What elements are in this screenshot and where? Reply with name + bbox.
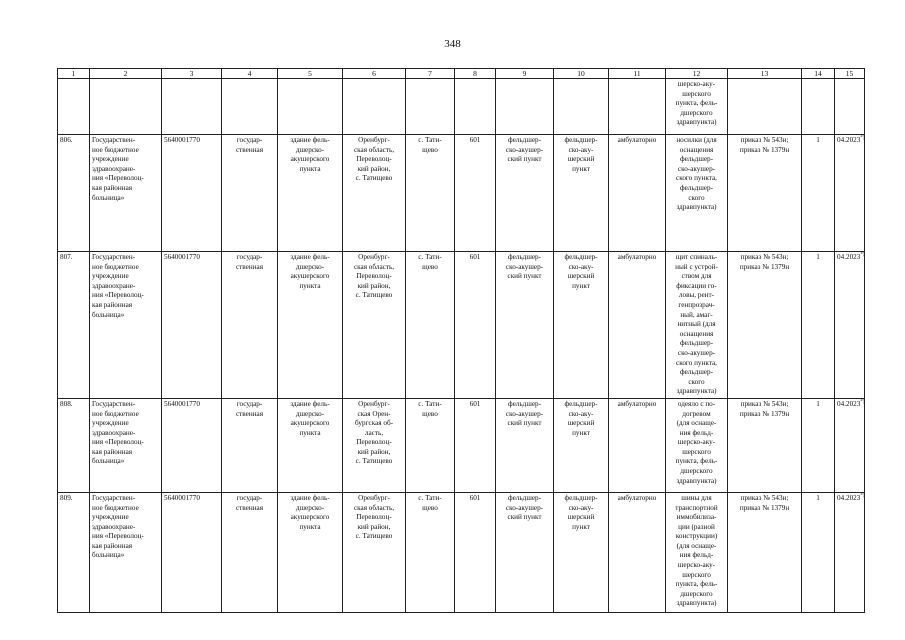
address: Оренбург- ская область, Переволоц- кий район, с. Татищево (343, 135, 406, 252)
table-row (58, 135, 865, 252)
deadline-date-value: 04.2023 (837, 493, 861, 502)
quantity: 1 (802, 135, 835, 252)
equipment-name: носилки (для оснащения фельдшер- ско-акушер- ского пункта, фельдшер- ского здравпункта) (666, 135, 728, 252)
facility-subtype: фельдшер- ско-аку- шерский пункт (554, 492, 609, 612)
care-form: амбулаторно (609, 492, 666, 612)
order-reference: приказ № 543н; приказ № 1379н (728, 252, 802, 399)
table-row (58, 252, 865, 399)
facility-subtype: фельдшер- ско-аку- шерский пункт (554, 252, 609, 399)
inn-code: 5640001770 (162, 252, 222, 399)
page-number: 348 (444, 38, 461, 50)
building-type: здание фель- дшерско- акушерского пункта (278, 135, 343, 252)
deadline-date (835, 492, 865, 612)
column-number: 15 (835, 69, 865, 79)
footnote-mark: *) (860, 399, 865, 405)
column-number: 5 (278, 69, 343, 79)
ownership-form: государ- ственная (222, 135, 278, 252)
column-number-row (58, 69, 865, 79)
inn-code: 5640001770 (162, 135, 222, 252)
ownership-form: государ- ственная (222, 492, 278, 612)
row-number: 808. (58, 398, 90, 492)
building-type: здание фель- дшерско- акушерского пункта (278, 252, 343, 399)
footnote-mark: *) (860, 135, 865, 141)
deadline-date-value: 04.2023 (837, 253, 861, 261)
quantity: 1 (802, 252, 835, 399)
ownership-form: государ- ственная (222, 398, 278, 492)
column-number: 8 (455, 69, 496, 79)
quantity: 1 (802, 398, 835, 492)
facility-subtype: фельдшер- ско-аку- шерский пункт (554, 398, 609, 492)
organization-name: Государствен- ное бюджетное учреждение здравоохране- ния «Переволоц- кая районная больница» (90, 135, 162, 252)
organization-name: Государствен- ное бюджетное учреждение здравоохране- ния «Переволоц- кая районная больница» (90, 492, 162, 612)
column-number: 9 (496, 69, 554, 79)
column-number: 13 (728, 69, 802, 79)
column-number: 1 (58, 69, 90, 79)
facility-type: фельдшер- ско-акушер- ский пункт (496, 398, 554, 492)
inn-code: 5640001770 (162, 398, 222, 492)
column-number: 14 (802, 69, 835, 79)
population: 601 (455, 252, 496, 399)
row-number: 807. (58, 252, 90, 399)
column-number: 12 (666, 69, 728, 79)
column-number: 11 (609, 69, 666, 79)
deadline-date (835, 252, 865, 399)
deadline-date (835, 135, 865, 252)
column-number: 2 (90, 69, 162, 79)
care-form: амбулаторно (609, 135, 666, 252)
order-reference: приказ № 543н; приказ № 1379н (728, 492, 802, 612)
column-number: 6 (343, 69, 406, 79)
inn-code: 5640001770 (162, 492, 222, 612)
building-type: здание фель- дшерско- акушерского пункта (278, 492, 343, 612)
footnote-mark: *) (860, 493, 865, 499)
column-number: 10 (554, 69, 609, 79)
facility-type: фельдшер- ско-акушер- ский пункт (496, 492, 554, 612)
organization-name: Государствен- ное бюджетное учреждение здравоохране- ния «Переволоц- кая районная больница» (90, 398, 162, 492)
settlement: с. Тати- щево (406, 398, 455, 492)
quantity: 1 (802, 492, 835, 612)
population: 601 (455, 398, 496, 492)
care-form: амбулаторно (609, 398, 666, 492)
deadline-date-value: 04.2023 (837, 136, 861, 144)
facility-type: фельдшер- ско-акушер- ский пункт (496, 252, 554, 399)
registry-table (57, 68, 865, 613)
address: Оренбург- ская Орен- бургская об- ласть, Переволоц- кий район, с. Татищево (343, 398, 406, 492)
population: 601 (455, 492, 496, 612)
facility-type: фельдшер- ско-акушер- ский пункт (496, 135, 554, 252)
order-reference: приказ № 543н; приказ № 1379н (728, 135, 802, 252)
settlement: с. Тати- щево (406, 135, 455, 252)
equipment-name: щит спиналь- ный с устрой- ством для фиксации го- ловы, рент- генпрозрач- ный, амаг- нитный (для оснащения фельдшер- ско-акушер- ского пункта, фельдшер- ского здравпункта) (666, 252, 728, 399)
address: Оренбург- ская область, Переволоц- кий район, с. Татищево (343, 252, 406, 399)
equipment-continuation: шерско-аку- шерского пункта, фель- дшерского здравпункта) (666, 79, 728, 135)
column-number: 3 (162, 69, 222, 79)
equipment-name: шины для транспортной иммобилиза- ции (разной конструкции) (для оснаще- ния фельд- шерско-аку- шерского пункта, фель- дшерского здравпункта) (666, 492, 728, 612)
settlement: с. Тати- щево (406, 492, 455, 612)
population: 601 (455, 135, 496, 252)
continuation-row (58, 79, 865, 135)
care-form: амбулаторно (609, 252, 666, 399)
footnote-mark: *) (860, 252, 865, 258)
table-row (58, 398, 865, 492)
facility-subtype: фельдшер- ско-аку- шерский пункт (554, 135, 609, 252)
settlement: с. Тати- щево (406, 252, 455, 399)
column-number: 4 (222, 69, 278, 79)
column-number: 7 (406, 69, 455, 79)
building-type: здание фель- дшерско- акушерского пункта (278, 398, 343, 492)
deadline-date (835, 398, 865, 492)
order-reference: приказ № 543н; приказ № 1379н (728, 398, 802, 492)
deadline-date-value: 04.2023 (837, 399, 861, 408)
table-row (58, 492, 865, 612)
address: Оренбург- ская область, Переволоц- кий район, с. Татищево (343, 492, 406, 612)
row-number: 806. (58, 135, 90, 252)
ownership-form: государ- ственная (222, 252, 278, 399)
organization-name: Государствен- ное бюджетное учреждение здравоохране- ния «Переволоц- кая районная больница» (90, 252, 162, 399)
equipment-name: одеяло с по- догревом (для оснаще- ния фельд- шерско-аку- шерского пункта, фель- дшерского здравпункта) (666, 398, 728, 492)
row-number: 809. (58, 492, 90, 612)
